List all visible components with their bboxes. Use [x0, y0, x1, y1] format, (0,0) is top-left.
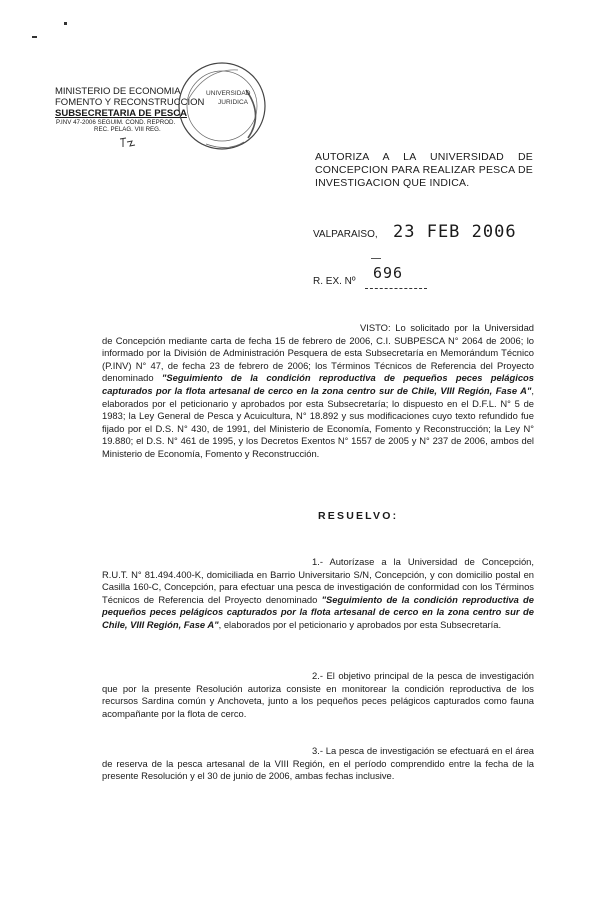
date-stamp: 23 FEB 2006 [393, 222, 517, 242]
file-reference: P.INV 47-2006 SEGUIM. COND. REPROD. [56, 119, 176, 126]
official-stamp [176, 60, 268, 152]
visto-text: Lo solicitado por la Universidad de Concepción mediante carta de fecha 15 de febrero de 2006, C.I. SUBPESCA N° 2064 de 2006; lo informado por la División de Administración Pesquera de esta Subsecretaría en Memorándum Técnico (P.INV) N° 47, de fecha 23 de febrero de 2006; los Términos Técnicos de Referencia del Proyecto denominado [102, 322, 535, 384]
resolution-item-2 [102, 670, 534, 720]
subsecretaria-name: SUBSECRETARIA DE PESCA [55, 108, 187, 119]
stamp-text: JURIDICA [218, 99, 248, 106]
visto-label: VISTO: [360, 322, 391, 333]
resuelvo-heading: RESUELVO: [318, 510, 399, 522]
rex-number-value: 696 [373, 264, 404, 282]
item-number: 1.- [312, 556, 323, 567]
rex-number-line [365, 288, 427, 289]
item-number: 3.- [312, 745, 323, 756]
resolution-item-3 [102, 745, 534, 783]
item-number: 2.- [312, 670, 323, 681]
place-label: VALPARAISO, [313, 229, 378, 240]
item-text: Autorízase a la Universidad de Concepción, R.U.T. N° 81.494.400-K, domiciliada en Barrio Universitario S/N, Concepción, y con domicilio postal en Casilla 160-C, Concepción, para efectuar una pesca de investigación de conformidad con los Términos Técnicos de Referencia del Proyecto denominado [102, 556, 534, 605]
mark-dash [371, 258, 381, 259]
resolution-number [313, 264, 473, 288]
place-date [313, 222, 553, 244]
ministry-name: MINISTERIO DE ECONOMIA [55, 86, 181, 97]
item-text-rest: , elaborados por el peticionario y aprobados por esta Subsecretaría. [218, 618, 502, 630]
document-title: AUTORIZA A LA UNIVERSIDAD DE CONCEPCION PARA REALIZAR PESCA DE INVESTIGACION QUE INDICA. [315, 151, 533, 189]
stamp-text: UNIVERSIDAD [206, 90, 251, 97]
visto-paragraph [102, 322, 534, 461]
ministry-name-2: FOMENTO Y RECONSTRUCCION [55, 97, 205, 108]
scan-mark [64, 22, 67, 25]
item-text: El objetivo principal de la pesca de investigación que por la presente Resolución autoriza consiste en monitorear la condición reproductiva de los recursos Sardina común y Anchoveta, junto a los pequeños peces pelágicos capturados como fauna acompañante por la flota de cerco. [102, 670, 534, 719]
item-text: La pesca de investigación se efectuará en el área de reserva de la pesca artesanal de la VIII Región, en el período comprendido entre la fecha de la presente Resolución y el 30 de junio de 2006, ambas fechas inclusive. [102, 745, 535, 782]
rex-label: R. EX. Nº [313, 276, 356, 287]
resolution-item-1 [102, 556, 534, 632]
project-title: "Seguimiento de la condición reproductiva de pequeños peces pelágicos capturados por la flota artesanal de cerco en la zona centro sur de Chile, VIII Región, Fase A" [102, 593, 534, 630]
handwritten-initials [118, 134, 140, 150]
project-title: "Seguimiento de la condición reproductiva de pequeños peces pelágicos capturados por la flota artesanal de cerco en la zona centro sur de Chile, VIII Región, Fase A" [102, 372, 534, 396]
scan-mark [32, 36, 37, 38]
visto-text-rest: , elaborados por el peticionario y aprobados por esta Subsecretaría; lo dispuesto en el D.F.L. N° 5 de 1983; la Ley General de Pesca y Acuicultura, N° 18.892 y sus modificaciones cuyo texto refundido fue fijado por el D.S. N° 430, de 1991, del Ministerio de Economía, Fomento y Reconstrucción; la Ley N° 19.880; el D.S. N° 461 de 1995, y los Decretos Exentos N° 1557 de 2005 y N° 237 de 2006, ambos del Ministerio de Economía, Fomento y Reconstrucción. [102, 384, 534, 459]
file-reference-2: REC. PELAG. VIII REG. [94, 126, 161, 133]
